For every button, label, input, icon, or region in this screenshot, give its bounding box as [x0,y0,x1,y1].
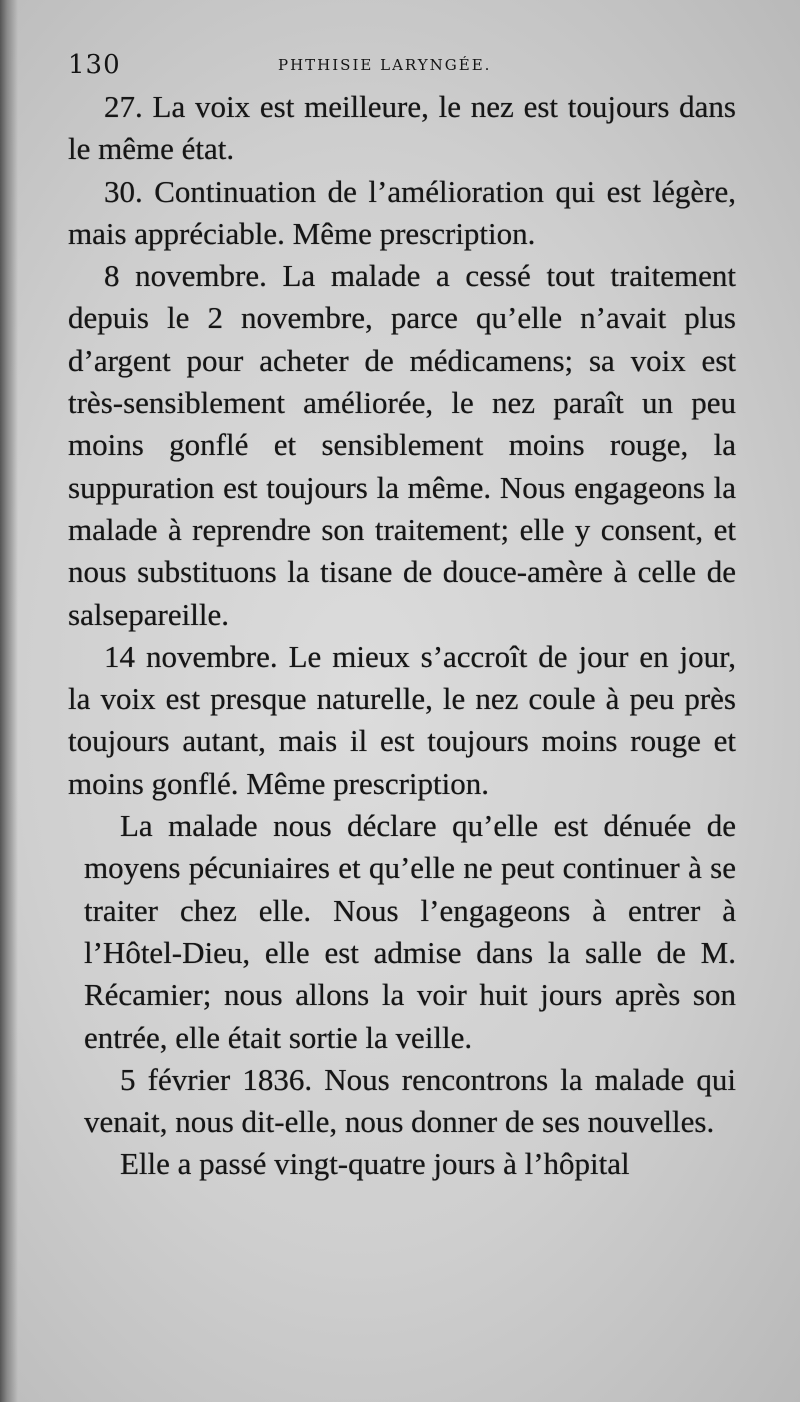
paragraph-27: 27. La voix est meilleure, le nez est toujours dans le même état. [68,89,736,167]
running-title: PHTHISIE LARYNGÉE. [278,56,492,74]
paragraph-5-fevrier: 5 février 1836. Nous rencontrons la malade qui venait, nous dit-elle, nous donner de ses nouvelles. [84,1061,736,1140]
paragraph-30: 30. Continuation de l’amélioration qui est légère, mais appréciable. Même prescription. [68,173,736,251]
page-header [68,50,740,90]
body-text [68,86,736,1186]
paragraph-vingt-quatre-jours: Elle a passé vingt-quatre jours à l’hôpital [120,1146,630,1182]
paragraph-14-novembre: 14 novembre. Le mieux s’accroît de jour en jour, la voix est presque naturelle, le nez coule à peu près toujours autant, mais il est toujours moins rouge et moins gonflé. Même prescription. [68,638,736,801]
paragraph-hotel-dieu: La malade nous déclare qu’elle est dénuée de moyens pécuniaires et qu’elle ne peut continuer à se traiter chez elle. Nous l’engageons à entrer à l’Hôtel-Dieu, elle est admise dans la salle de M. Récamier; nous allons la voir huit jours après son entrée, elle était sortie la veille. [84,808,736,1055]
paragraph-8-novembre: 8 novembre. La malade a cessé tout traitement depuis le 2 novembre, parce qu’elle n’avait plus d’argent pour acheter de médicamens; sa voix est très-sensiblement améliorée, le nez paraît un peu moins gonflé et sensiblement moins rouge, la suppuration est toujours la même. Nous engageons la malade à reprendre son traitement; elle y consent, et nous substituons la tisane de douce-amère à celle de salsepareille. [68,258,736,632]
page-number: 130 [68,50,121,80]
